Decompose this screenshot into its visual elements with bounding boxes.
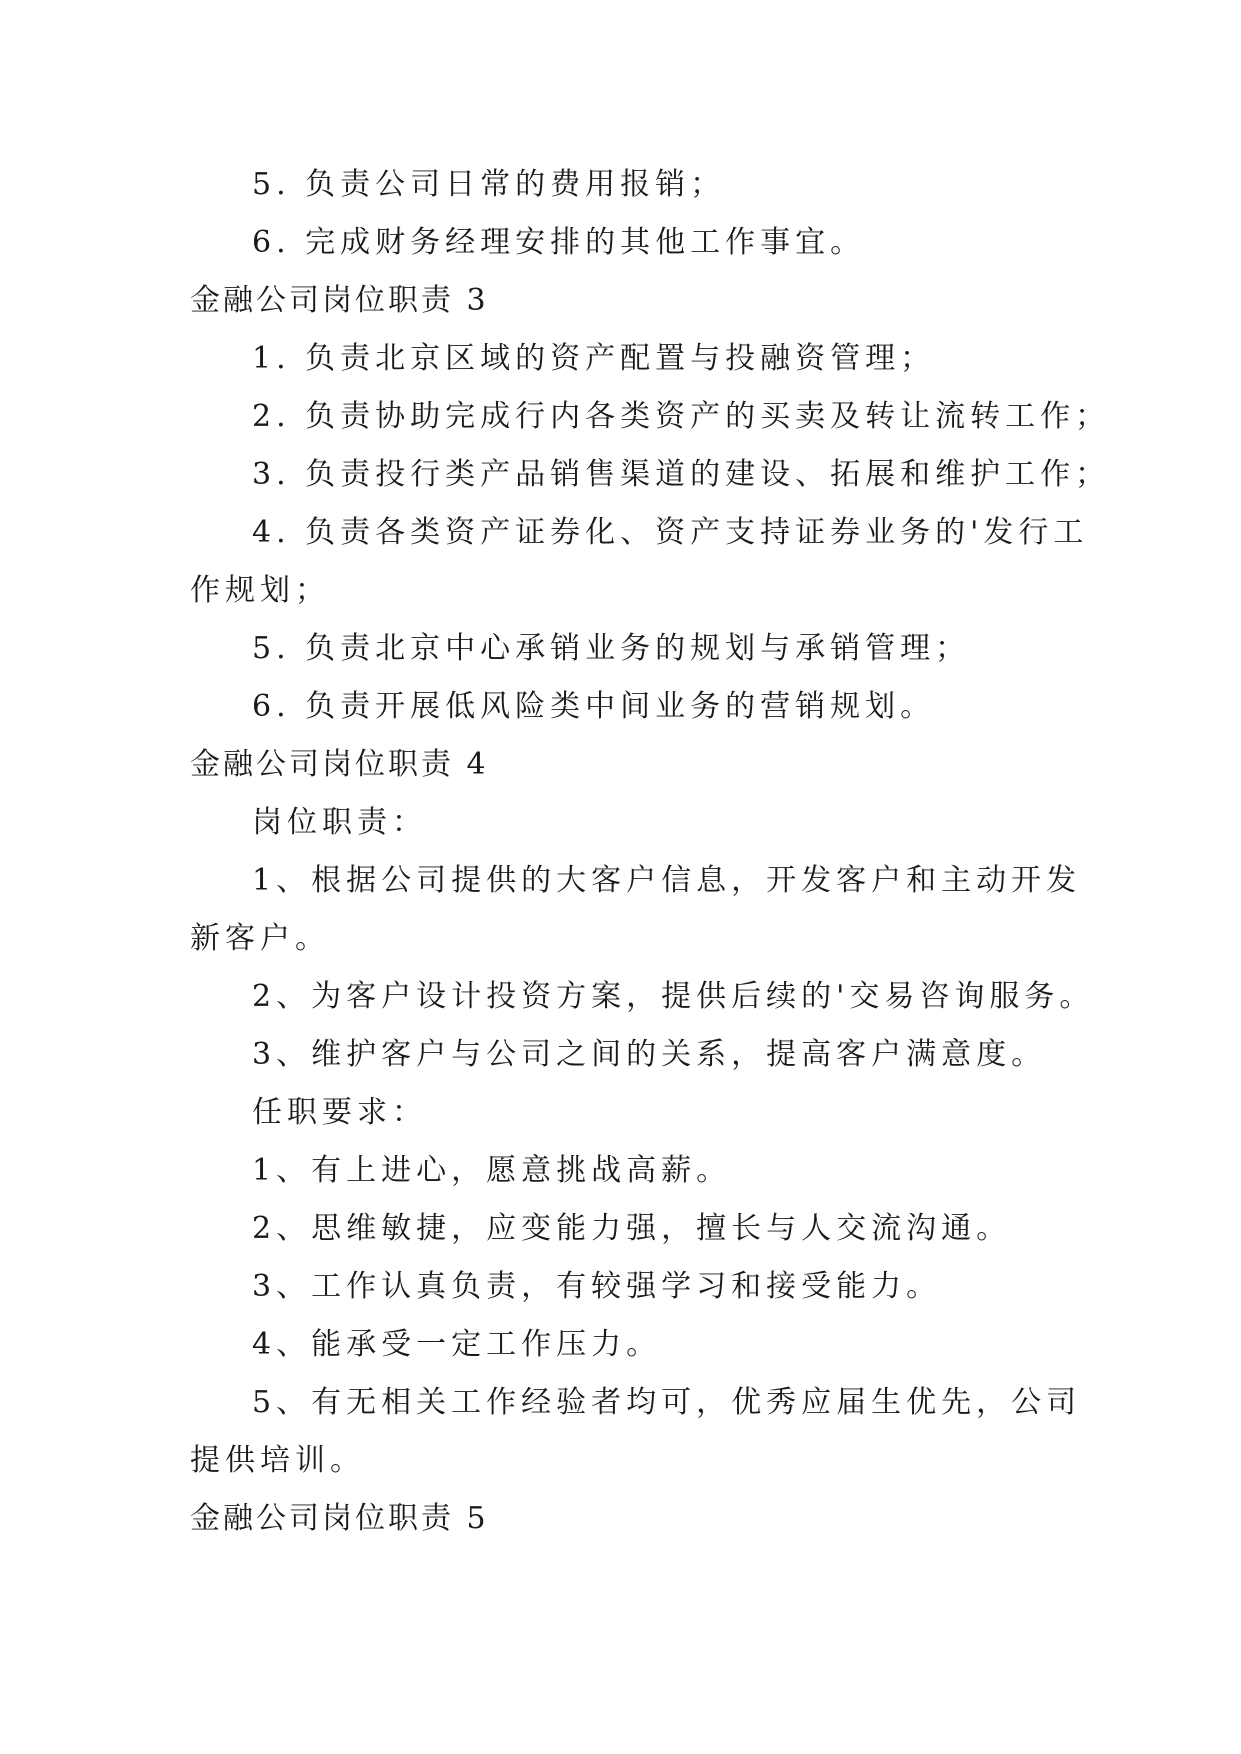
paragraph-line: 1、根据公司提供的大客户信息，开发客户和主动开发 — [252, 863, 1082, 898]
paragraph-line: 作规划； — [190, 573, 330, 608]
paragraph-line: 2、为客户设计投资方案，提供后续的'交易咨询服务。 — [252, 979, 1095, 1014]
paragraph-line: 6. 完成财务经理安排的其他工作事宜。 — [252, 225, 866, 260]
paragraph-line: 1、有上进心，愿意挑战高薪。 — [252, 1153, 732, 1188]
paragraph-line: 3、工作认真负责，有较强学习和接受能力。 — [252, 1269, 942, 1304]
paragraph-line: 3、维护客户与公司之间的关系，提高客户满意度。 — [252, 1037, 1047, 1072]
section-heading: 金融公司岗位职责 3 — [190, 283, 489, 318]
paragraph-line: 提供培训。 — [190, 1443, 365, 1478]
paragraph-line: 6. 负责开展低风险类中间业务的营销规划。 — [252, 689, 936, 724]
paragraph-line: 1. 负责北京区域的资产配置与投融资管理； — [252, 341, 936, 376]
paragraph-line: 新客户。 — [190, 921, 330, 956]
paragraph-line: 2、思维敏捷，应变能力强，擅长与人交流沟通。 — [252, 1211, 1012, 1246]
section-heading: 金融公司岗位职责 5 — [190, 1501, 489, 1536]
paragraph-line: 2. 负责协助完成行内各类资产的买卖及转让流转工作； — [252, 399, 1111, 434]
paragraph-line: 任职要求： — [252, 1095, 427, 1130]
paragraph-line: 岗位职责： — [252, 805, 427, 840]
paragraph-line: 5、有无相关工作经验者均可，优秀应届生优先，公司 — [252, 1385, 1082, 1420]
paragraph-line: 4、能承受一定工作压力。 — [252, 1327, 662, 1362]
paragraph-line: 5. 负责北京中心承销业务的规划与承销管理； — [252, 631, 971, 666]
paragraph-line: 5. 负责公司日常的费用报销； — [252, 167, 726, 202]
paragraph-line: 4. 负责各类资产证券化、资产支持证券业务的'发行工 — [252, 515, 1089, 550]
paragraph-line: 3. 负责投行类产品销售渠道的建设、拓展和维护工作； — [252, 457, 1111, 492]
section-heading: 金融公司岗位职责 4 — [190, 747, 489, 782]
